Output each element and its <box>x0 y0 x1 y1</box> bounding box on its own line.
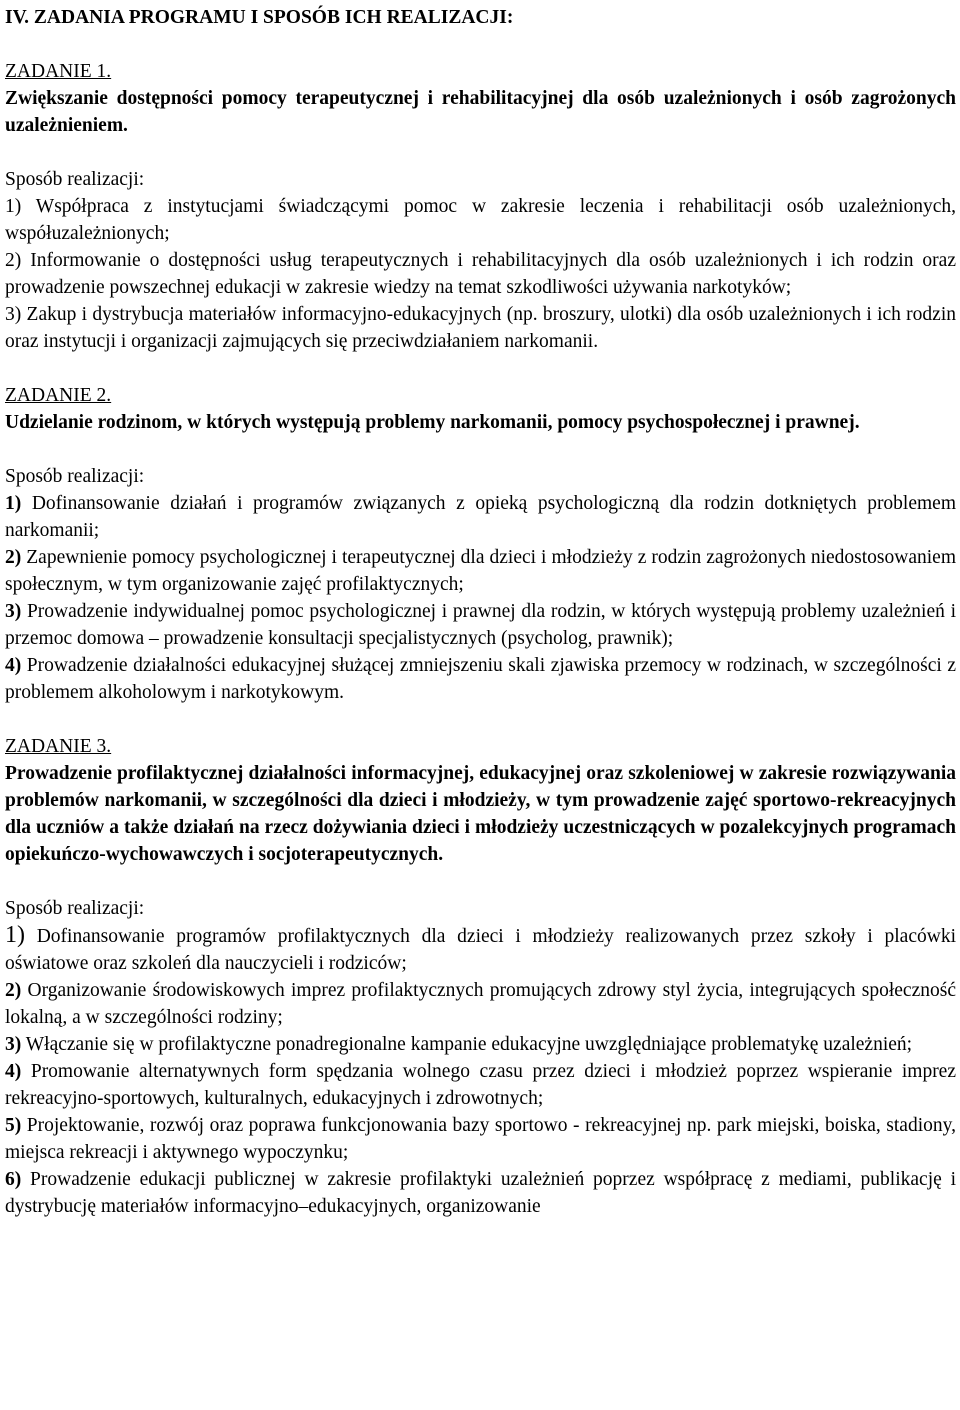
task-1-title: Zwiększanie dostępności pomocy terapeutycznej i rehabilitacyjnej dla osób uzależnionych i osób zagrożonych uzależnieniem. <box>5 88 956 136</box>
item-number: 6) <box>5 1169 22 1190</box>
item-number: 1) <box>5 493 22 514</box>
task-2-item-3 <box>5 598 956 652</box>
task-2-item-4 <box>5 652 956 706</box>
item-text: Informowanie o dostępności usług terapeutycznych i rehabilitacyjnych dla osób uzależnionych i ich rodzin oraz prowadzenie powszechnej edukacji w zakresie wiedzy na temat szkodliwości używania narkotyków; <box>5 250 956 298</box>
item-number: 1) <box>5 196 22 217</box>
item-text: Organizowanie środowiskowych imprez profilaktycznych promujących zdrowy styl życia, integrujących społeczność lokalną, a w szczególności rodziny; <box>5 980 956 1028</box>
task-2-item-1 <box>5 490 956 544</box>
task-3-item-6 <box>5 1166 956 1220</box>
task-3-item-1 <box>5 922 956 977</box>
item-number: 3) <box>5 601 22 622</box>
item-number: 4) <box>5 655 22 676</box>
item-number: 1) <box>5 922 25 948</box>
item-text: Włączanie się w profilaktyczne ponadregionalne kampanie edukacyjne uwzględniające problematykę uzależnień; <box>21 1034 913 1055</box>
item-number: 4) <box>5 1061 22 1082</box>
item-text: Prowadzenie edukacji publicznej w zakresie profilaktyki uzależnień poprzez współpracę z mediami, publikację i dystrybucję materiałów informacyjno–edukacyjnych, organizowanie <box>5 1169 956 1217</box>
task-3-method-label: Sposób realizacji: <box>5 898 145 919</box>
item-text: Prowadzenie działalności edukacyjnej służącej zmniejszeniu skali zjawiska przemocy w rodzinach, w szczególności z problemem alkoholowym i narkotykowym. <box>5 655 956 703</box>
item-text: Zapewnienie pomocy psychologicznej i terapeutycznej dla dzieci i młodzieży z rodzin zagrożonych niedostosowaniem społecznym, w tym organizowanie zajęć profilaktycznych; <box>5 547 956 595</box>
task-3-title: Prowadzenie profilaktycznej działalności informacyjnej, edukacyjnej oraz szkoleniowej w zakresie rozwiązywania problemów narkomanii, w szczególności dla dzieci i młodzieży, w tym prowadzenie zajęć sportowo-rekreacyjnych dla uczniów a także działań na rzecz dożywiania dzieci i młodzieży uczestniczących w pozalekcyjnych programach opiekuńczo-wychowawczych i socjoterapeutycznych. <box>5 763 956 865</box>
section-heading: IV. ZADANIA PROGRAMU I SPOSÓB ICH REALIZACJI: <box>5 7 514 28</box>
item-text: Prowadzenie indywidualnej pomoc psychologicznej i prawnej dla rodzin, w których występują problemy uzależnień i przemoc domowa – prowadzenie konsultacji specjalistycznych (psycholog, prawnik); <box>5 601 956 649</box>
item-text: Projektowanie, rozwój oraz poprawa funkcjonowania bazy sportowo - rekreacyjnej np. park miejski, boiska, stadiony, miejsca rekreacji i aktywnego wypoczynku; <box>5 1115 956 1163</box>
task-2-method-label: Sposób realizacji: <box>5 466 145 487</box>
item-text: Współpraca z instytucjami świadczącymi pomoc w zakresie leczenia i rehabilitacji osób uzależnionych, współuzależnionych; <box>5 196 956 244</box>
item-text: Dofinansowanie programów profilaktycznych dla dzieci i młodzieży realizowanych przez szkoły i placówki oświatowe oraz szkoleń dla nauczycieli i rodziców; <box>5 926 956 974</box>
task-1-item-1 <box>5 193 956 247</box>
task-2-item-2 <box>5 544 956 598</box>
task-1-item-3 <box>5 301 956 355</box>
item-text: Promowanie alternatywnych form spędzania wolnego czasu przez dzieci i młodzież poprzez wspieranie imprez rekreacyjno-sportowych, kulturalnych, edukacyjnych i zdrowotnych; <box>5 1061 956 1109</box>
task-2-label: ZADANIE 2. <box>5 385 112 406</box>
task-1-label: ZADANIE 1. <box>5 61 112 82</box>
item-number: 2) <box>5 980 22 1001</box>
item-number: 5) <box>5 1115 22 1136</box>
task-3-item-5 <box>5 1112 956 1166</box>
task-2 <box>5 382 956 706</box>
task-1 <box>5 58 956 355</box>
item-text: Zakup i dystrybucja materiałów informacyjno-edukacyjnych (np. broszury, ulotki) dla osób uzależnionych i ich rodzin oraz instytucji i organizacji zajmujących się przeciwdziałaniem narkomanii. <box>5 304 956 352</box>
item-number: 2) <box>5 547 22 568</box>
task-3-label: ZADANIE 3. <box>5 736 112 757</box>
task-2-title: Udzielanie rodzinom, w których występują problemy narkomanii, pomocy psychospołecznej i prawnej. <box>5 412 860 433</box>
document-page <box>0 4 960 1220</box>
item-number: 3) <box>5 1034 22 1055</box>
task-3 <box>5 733 956 1220</box>
task-1-method-label: Sposób realizacji: <box>5 169 145 190</box>
item-number: 2) <box>5 250 22 271</box>
item-number: 3) <box>5 304 22 325</box>
item-text: Dofinansowanie działań i programów związanych z opieką psychologiczną dla rodzin dotkniętych problemem narkomanii; <box>5 493 956 541</box>
task-3-item-4 <box>5 1058 956 1112</box>
task-1-item-2 <box>5 247 956 301</box>
task-3-item-2 <box>5 977 956 1031</box>
task-3-item-3 <box>5 1031 956 1058</box>
